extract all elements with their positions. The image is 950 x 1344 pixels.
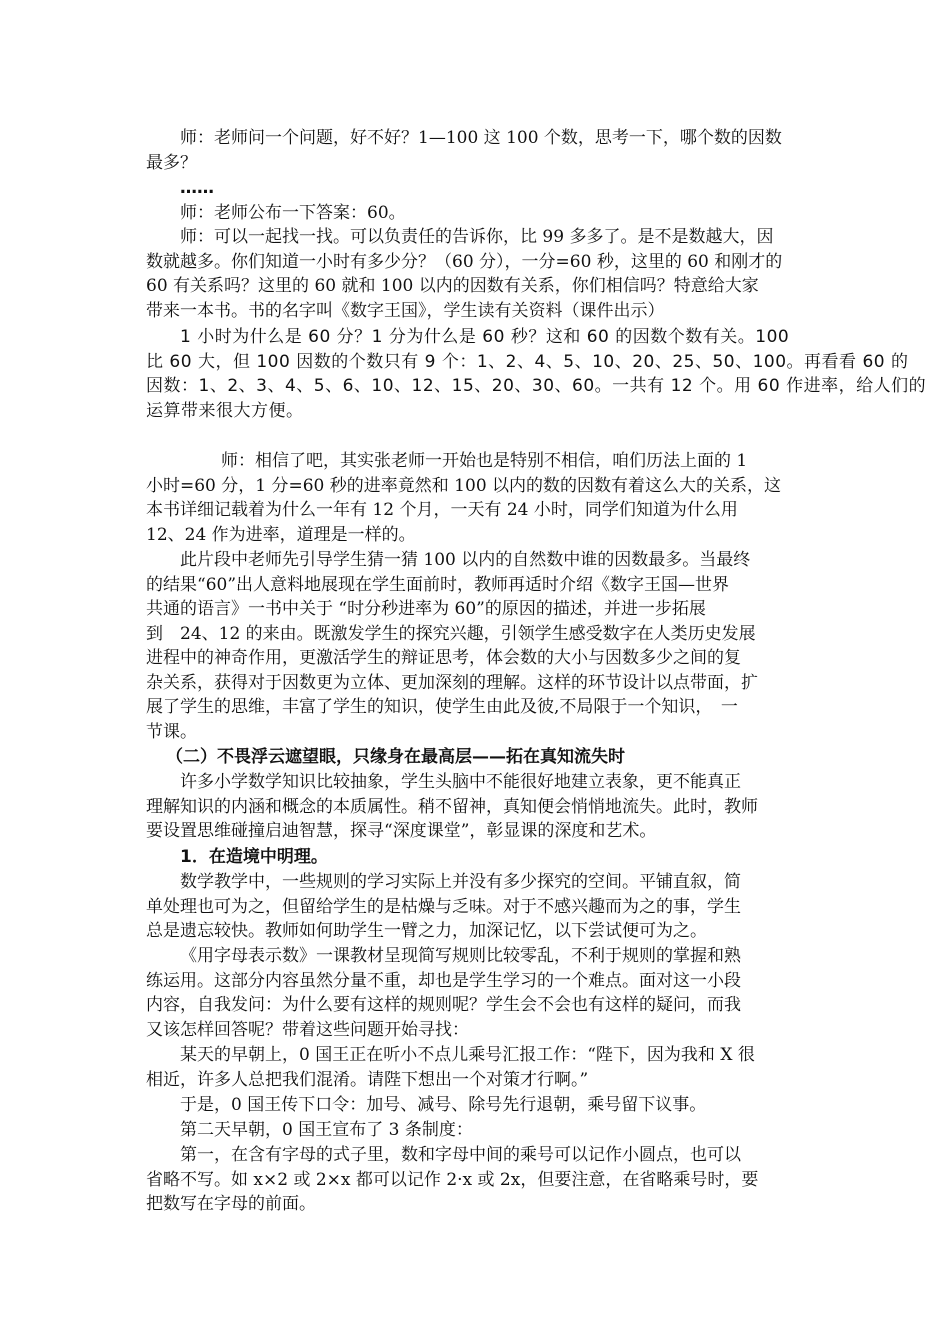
- paragraph-question: [146, 126, 840, 175]
- paragraph-answer: [146, 201, 840, 226]
- paragraph-abstract-knowledge: [146, 770, 840, 844]
- paragraph-story-start: [146, 1043, 840, 1092]
- text-line: 又该怎样回答呢？带着这些问题开始寻找：: [146, 1019, 469, 1040]
- subsection-heading-text: 1．在造境中明理。: [180, 847, 328, 867]
- text-line: 杂关系，获得对于因数更为立体、更加深刻的理解。这样的环节设计以点带面，扩: [146, 672, 758, 693]
- text-line: 运算带来很大方便。: [146, 400, 304, 421]
- text-line: 数学教学中，一些规则的学习实际上并没有多少探究的空间。平铺直叙，简: [180, 872, 741, 892]
- text-line: 于是，0 国王传下口令：加号、减号、除号先行退朝，乘号留下议事。: [180, 1095, 707, 1115]
- text-line: 共通的语言》一书中关于 “时分秒进率为 60”的原因的描述，并进一步拓展: [146, 599, 706, 619]
- text-line: 师：老师公布一下答案：60。: [180, 203, 406, 223]
- text-line: 要设置思维碰撞启迪智慧，探寻“深度课堂”，彰显课的深度和艺术。: [146, 821, 657, 841]
- text-line: 理解知识的内涵和概念的本质属性。稍不留神，真知便会悄悄地流失。此时，教师: [146, 796, 758, 817]
- text-line: 数就越多。你们知道一小时有多少分？（60 分），一分=60 秒，这里的 60 和刚才的: [146, 251, 783, 272]
- paragraph-rule-one: [146, 1143, 840, 1217]
- paragraph-ellipsis: [146, 176, 840, 201]
- text-line: 60 有关系吗？这里的 60 就和 100 以内的因数有关系，你们相信吗？特意给大家: [146, 276, 759, 296]
- text-line: 最多？: [146, 152, 197, 173]
- text-line: 节课。: [146, 721, 197, 742]
- text-line: 本书详细记载着为什么一年有 12 个月，一天有 24 小时，同学们知道为什么用: [146, 500, 738, 520]
- paragraph-king-order: [146, 1093, 840, 1118]
- subsection-heading: [146, 845, 840, 870]
- text-line: 师：老师问一个问题，好不好？1—100 这 100 个数，思考一下，哪个数的因数: [180, 128, 782, 148]
- text-line: 进程中的神奇作用，更激活学生的辩证思考，体会数的大小与因数多少之间的复: [146, 648, 741, 668]
- text-line: 许多小学数学知识比较抽象，学生头脑中不能很好地建立表象，更不能真正: [180, 772, 741, 792]
- text-line: 省略不写。如 x×2 或 2×x 都可以记作 2·x 或 2x，但要注意，在省略乘号时，要: [146, 1169, 759, 1190]
- text-line: 到 24、12 的来由。既激发学生的探究兴趣，引领学生感受数字在人类历史发展: [146, 623, 756, 644]
- paragraph-analysis: [146, 548, 840, 744]
- section-heading: [146, 745, 826, 770]
- paragraph-teacher-conclusion: [146, 449, 881, 547]
- text-line: 内容，自我发问：为什么要有这样的规则呢？学生会不会也有这样的疑问，而我: [146, 995, 741, 1015]
- text-line: 某天的早朝上，0 国王正在听小不点儿乘号汇报工作：“陛下，因为我和 X 很: [180, 1045, 755, 1065]
- paragraph-letters-lesson: [146, 944, 840, 1042]
- text-line: 小时=60 分，1 分=60 秒的进率竟然和 100 以内的数的因数有着这么大的关系，这: [146, 475, 782, 496]
- text-line: 练运用。这部分内容虽然分量不重，却也是学生学习的一个难点。面对这一小段: [146, 970, 741, 991]
- text-line: 的结果“60”出人意料地展现在学生面前时，教师再适时介绍《数字王国—世界: [146, 574, 730, 595]
- text-line: 相近，许多人总把我们混淆。请陛下想出一个对策才行啊。”: [146, 1069, 589, 1090]
- text-line: 展了学生的思维，丰富了学生的知识，使学生由此及彼,不局限于一个知识， 一: [146, 697, 738, 717]
- text-line: 《用字母表示数》一课教材呈现简写规则比较零乱，不利于规则的掌握和熟: [180, 946, 741, 966]
- text-line: 师：相信了吧，其实张老师一开始也是特别不相信，咱们历法上面的 1: [221, 451, 748, 471]
- text-line: 师：可以一起找一找。可以负责任的告诉你，比 99 多多了。是不是数越大，因: [180, 227, 774, 247]
- text-line: 带来一本书。书的名字叫《数字王国》，学生读有关资料（课件出示）: [146, 300, 665, 321]
- text-line: 因数：1、2、3、4、5、6、10、12、15、20、30、60。一共有 12 个。用 60 作进率，给人们的: [146, 376, 927, 396]
- section-heading-text: （二）不畏浮云遮望眼，只缘身在最高层——拓在真知流失时: [166, 747, 625, 767]
- text-line: 把数写在字母的前面。: [146, 1194, 316, 1214]
- text-line: 比 60 大，但 100 因数的个数只有 9 个：1、2、4、5、10、20、25、50、100。再看看 60 的: [146, 351, 909, 372]
- text-line: 第一，在含有字母的式子里，数和字母中间的乘号可以记作小圆点，也可以: [180, 1145, 741, 1165]
- text-line: 此片段中老师先引导学生猜一猜 100 以内的自然数中谁的因数最多。当最终: [180, 550, 751, 570]
- text-line: 1 小时为什么是 60 分？1 分为什么是 60 秒？这和 60 的因数个数有关。100: [180, 327, 790, 347]
- text-line: 第二天早朝，0 国王宣布了 3 条制度：: [180, 1120, 473, 1140]
- text-line: 总是遗忘较快。教师如何助学生一臂之力，加深记忆，以下尝试便可为之。: [146, 921, 707, 941]
- text-line: 12、24 作为进率，道理是一样的。: [146, 524, 416, 545]
- paragraph-explanation: [146, 225, 840, 323]
- text-line: 单处理也可为之，但留给学生的是枯燥与乏味。对于不感兴趣而为之的事，学生: [146, 896, 741, 917]
- paragraph-next-day: [146, 1118, 840, 1143]
- paragraph-rules-teaching: [146, 870, 840, 944]
- paragraph-book-excerpt: [146, 325, 927, 423]
- text-line: ……: [180, 178, 214, 198]
